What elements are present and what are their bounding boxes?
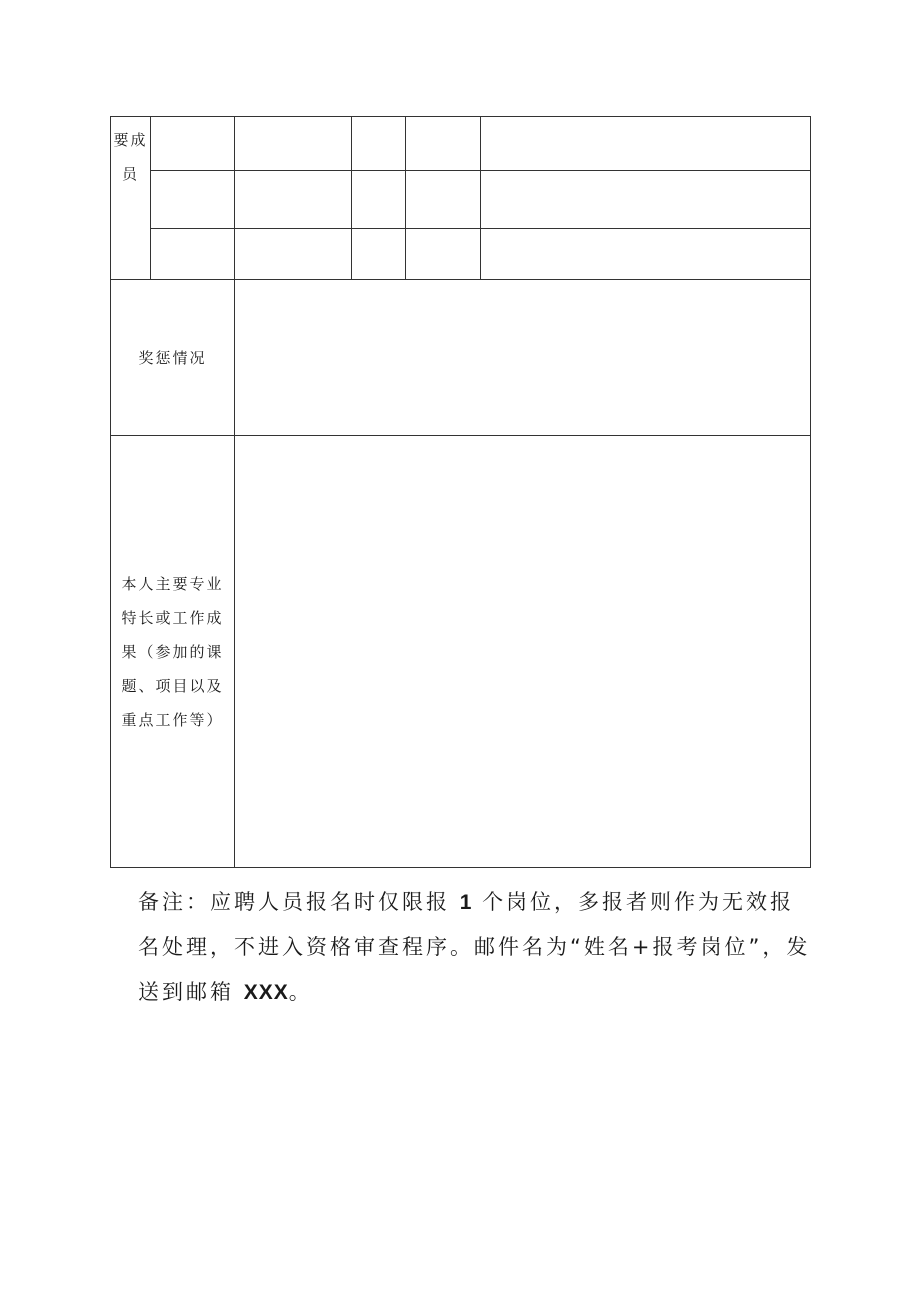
family-members-label xyxy=(111,117,151,280)
specialty-label-line: 题、项目以及 xyxy=(121,676,224,695)
awards-label: 奖惩情况 xyxy=(111,280,235,436)
member-name-cell[interactable] xyxy=(235,229,352,280)
member-employer-cell[interactable] xyxy=(481,117,811,171)
member-age-cell[interactable] xyxy=(352,171,406,229)
member-politics-cell[interactable] xyxy=(406,229,481,280)
note-email: XXX xyxy=(243,981,289,1004)
note-text-part1: 备注：应聘人员报名时仅限报 xyxy=(138,890,450,914)
member-relation-cell[interactable] xyxy=(151,117,235,171)
family-member-row xyxy=(111,171,811,229)
member-relation-cell[interactable] xyxy=(151,171,235,229)
member-politics-cell[interactable] xyxy=(406,171,481,229)
note-text-end: 。 xyxy=(288,980,313,1004)
family-members-label-line1: 要成 xyxy=(113,131,148,149)
member-name-cell[interactable] xyxy=(235,117,352,171)
family-member-row xyxy=(111,229,811,280)
member-name-cell[interactable] xyxy=(235,171,352,229)
member-employer-cell[interactable] xyxy=(481,171,811,229)
specialty-row xyxy=(111,436,811,868)
specialty-label-line: 特长或工作成 xyxy=(121,608,224,627)
specialty-label-line: 本人主要专业 xyxy=(121,574,224,593)
awards-value-cell[interactable] xyxy=(235,280,811,436)
remarks-note xyxy=(138,880,818,1015)
member-employer-cell[interactable] xyxy=(481,229,811,280)
member-age-cell[interactable] xyxy=(352,229,406,280)
specialty-label-line: 重点工作等） xyxy=(121,710,224,729)
specialty-value-cell[interactable] xyxy=(235,436,811,868)
note-text-part2: 个岗位，多报者则作为无效报名处理，不进入资格审查程序。邮件名为“姓名+报考岗位”，发送到邮箱 xyxy=(138,890,811,1004)
application-form-table xyxy=(110,116,811,868)
member-politics-cell[interactable] xyxy=(406,117,481,171)
specialty-label-line: 果（参加的课 xyxy=(121,642,224,661)
member-age-cell[interactable] xyxy=(352,117,406,171)
family-member-row xyxy=(111,117,811,171)
awards-row xyxy=(111,280,811,436)
member-relation-cell[interactable] xyxy=(151,229,235,280)
specialty-label xyxy=(111,436,235,868)
note-post-count: 1 xyxy=(459,891,473,914)
family-members-label-line2: 员 xyxy=(121,165,139,183)
